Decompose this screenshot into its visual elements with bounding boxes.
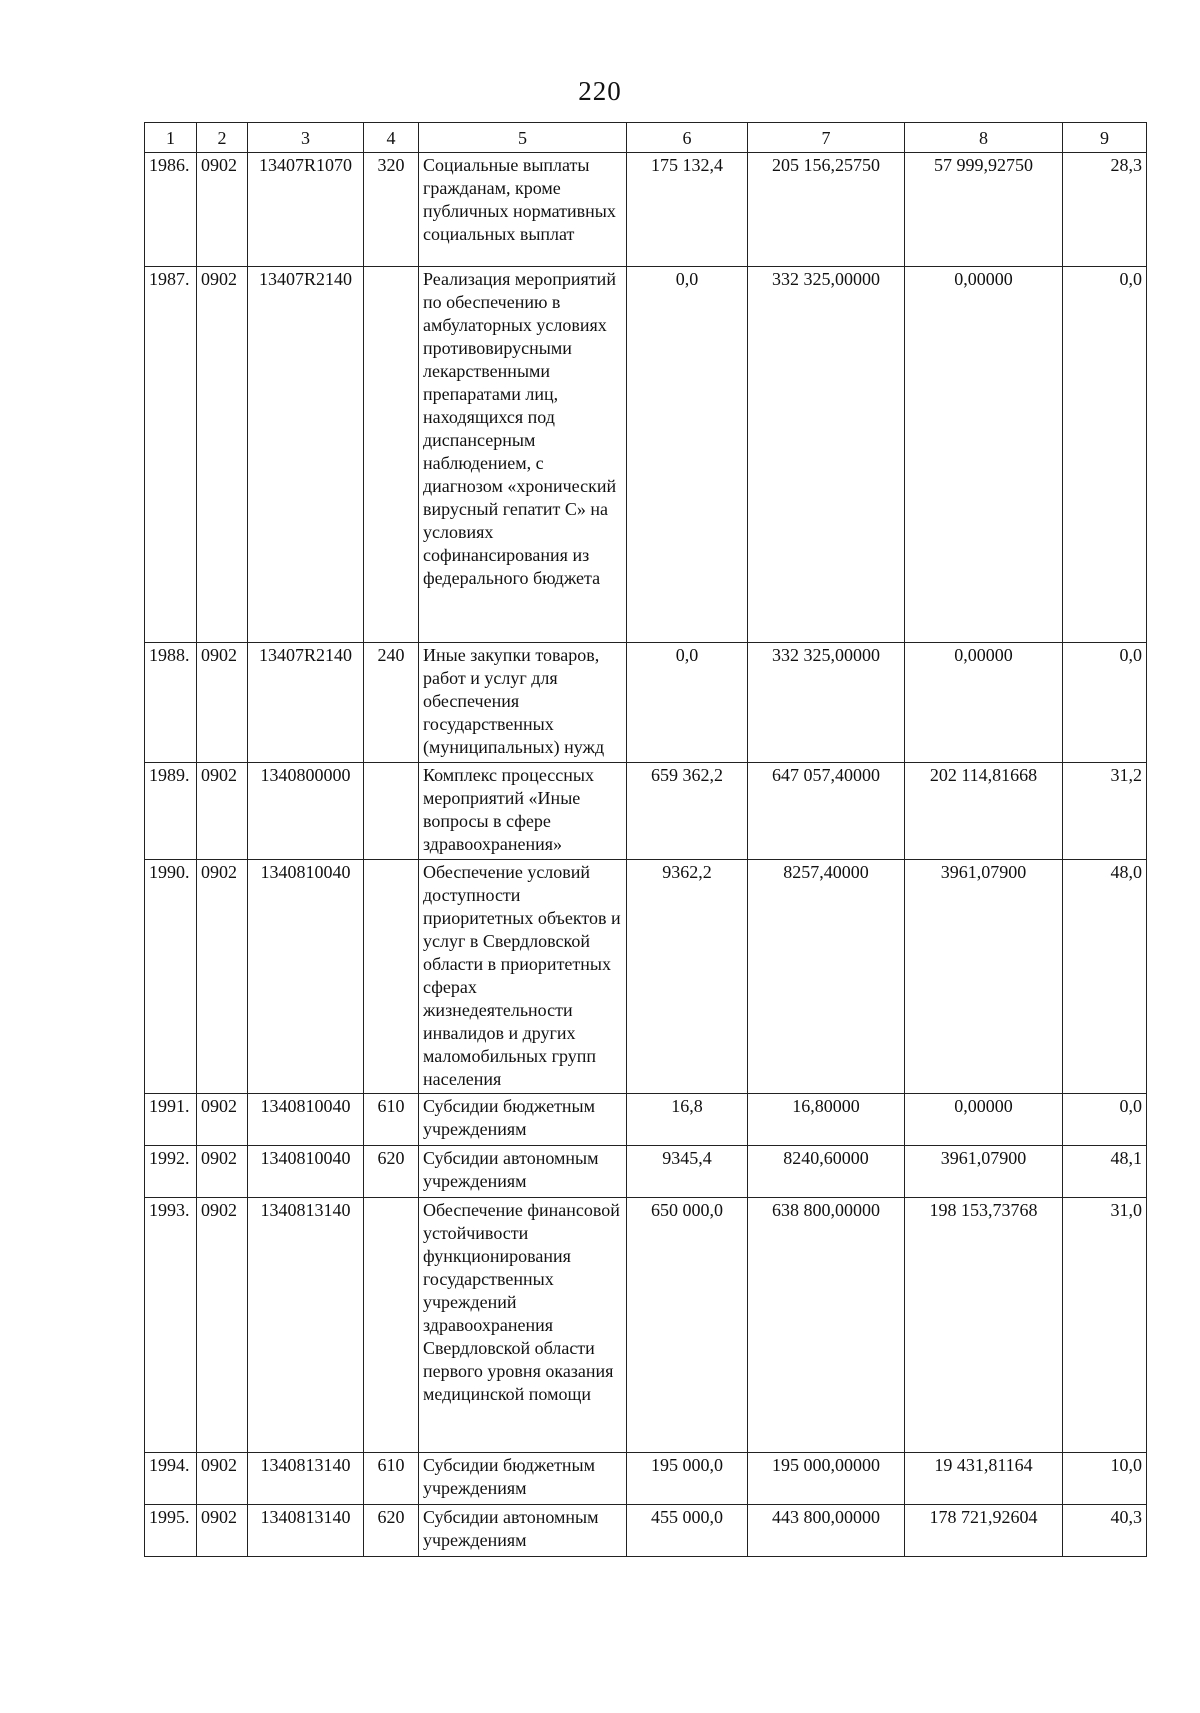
row-number: 1995.	[145, 1505, 197, 1557]
row-number: 1989.	[145, 763, 197, 860]
header-row	[145, 123, 1147, 153]
item-name: Комплекс процессных мероприятий «Иные вопросы в сфере здравоохранения»	[419, 763, 627, 860]
value-col9: 0,0	[1063, 267, 1147, 643]
section-code: 0902	[197, 1146, 248, 1198]
table-row	[145, 643, 1147, 763]
value-col7: 195 000,00000	[748, 1453, 905, 1505]
row-number: 1987.	[145, 267, 197, 643]
value-col8: 57 999,92750	[905, 153, 1063, 267]
header-cell: 7	[748, 123, 905, 153]
value-col8: 0,00000	[905, 643, 1063, 763]
expense-type: 240	[364, 643, 419, 763]
value-col6: 9345,4	[627, 1146, 748, 1198]
header-cell: 1	[145, 123, 197, 153]
expense-type: 320	[364, 153, 419, 267]
section-code: 0902	[197, 1453, 248, 1505]
value-col8: 0,00000	[905, 1094, 1063, 1146]
table-row	[145, 1453, 1147, 1505]
section-code: 0902	[197, 1094, 248, 1146]
value-col6: 195 000,0	[627, 1453, 748, 1505]
value-col7: 647 057,40000	[748, 763, 905, 860]
section-code: 0902	[197, 763, 248, 860]
value-col7: 443 800,00000	[748, 1505, 905, 1557]
expense-type	[364, 860, 419, 1094]
expense-type: 620	[364, 1505, 419, 1557]
value-col7: 16,80000	[748, 1094, 905, 1146]
value-col9: 31,2	[1063, 763, 1147, 860]
value-col9: 10,0	[1063, 1453, 1147, 1505]
table-row	[145, 1198, 1147, 1453]
expense-type: 610	[364, 1094, 419, 1146]
header-cell: 8	[905, 123, 1063, 153]
expense-type	[364, 1198, 419, 1453]
value-col9: 40,3	[1063, 1505, 1147, 1557]
value-col7: 8240,60000	[748, 1146, 905, 1198]
target-code: 1340813140	[248, 1453, 364, 1505]
value-col9: 48,1	[1063, 1146, 1147, 1198]
value-col6: 0,0	[627, 267, 748, 643]
item-name: Обеспечение условий доступности приоритетных объектов и услуг в Свердловской области в приоритетных сферах жизнедеятельности инвалидов и других маломобильных групп населения	[419, 860, 627, 1094]
table-row	[145, 1094, 1147, 1146]
value-col6: 16,8	[627, 1094, 748, 1146]
table-row	[145, 1146, 1147, 1198]
target-code: 1340810040	[248, 860, 364, 1094]
value-col9: 48,0	[1063, 860, 1147, 1094]
row-number: 1986.	[145, 153, 197, 267]
value-col8: 198 153,73768	[905, 1198, 1063, 1453]
value-col6: 650 000,0	[627, 1198, 748, 1453]
value-col9: 31,0	[1063, 1198, 1147, 1453]
value-col6: 0,0	[627, 643, 748, 763]
item-name: Иные закупки товаров, работ и услуг для обеспечения государственных (муниципальных) нужд	[419, 643, 627, 763]
expense-type	[364, 763, 419, 860]
value-col7: 205 156,25750	[748, 153, 905, 267]
section-code: 0902	[197, 153, 248, 267]
row-number: 1994.	[145, 1453, 197, 1505]
value-col8: 3961,07900	[905, 860, 1063, 1094]
value-col7: 8257,40000	[748, 860, 905, 1094]
row-number: 1993.	[145, 1198, 197, 1453]
row-number: 1991.	[145, 1094, 197, 1146]
section-code: 0902	[197, 643, 248, 763]
target-code: 13407R2140	[248, 267, 364, 643]
section-code: 0902	[197, 1505, 248, 1557]
table-row	[145, 1505, 1147, 1557]
item-name: Субсидии бюджетным учреждениям	[419, 1453, 627, 1505]
value-col6: 659 362,2	[627, 763, 748, 860]
item-name: Субсидии автономным учреждениям	[419, 1146, 627, 1198]
row-number: 1992.	[145, 1146, 197, 1198]
target-code: 1340810040	[248, 1146, 364, 1198]
item-name: Реализация мероприятий по обеспечению в амбулаторных условиях противовирусными лекарственными препаратами лиц, находящихся под диспансерным наблюдением, с диагнозом «хронический вирусный гепатит С» на условиях софинансирования из федерального бюджета	[419, 267, 627, 643]
page-number: 220	[578, 76, 622, 106]
value-col8: 3961,07900	[905, 1146, 1063, 1198]
value-col8: 19 431,81164	[905, 1453, 1063, 1505]
value-col6: 9362,2	[627, 860, 748, 1094]
value-col6: 175 132,4	[627, 153, 748, 267]
header-cell: 9	[1063, 123, 1147, 153]
header-cell: 6	[627, 123, 748, 153]
budget-table	[144, 122, 1147, 1557]
header-cell: 5	[419, 123, 627, 153]
table-row	[145, 763, 1147, 860]
item-name: Субсидии автономным учреждениям	[419, 1505, 627, 1557]
value-col8: 202 114,81668	[905, 763, 1063, 860]
header-cell: 2	[197, 123, 248, 153]
value-col7: 332 325,00000	[748, 267, 905, 643]
header-cell: 4	[364, 123, 419, 153]
value-col9: 28,3	[1063, 153, 1147, 267]
section-code: 0902	[197, 267, 248, 643]
value-col9: 0,0	[1063, 643, 1147, 763]
target-code: 13407R1070	[248, 153, 364, 267]
expense-type	[364, 267, 419, 643]
table-row	[145, 860, 1147, 1094]
value-col7: 638 800,00000	[748, 1198, 905, 1453]
expense-type: 610	[364, 1453, 419, 1505]
expense-type: 620	[364, 1146, 419, 1198]
section-code: 0902	[197, 1198, 248, 1453]
item-name: Обеспечение финансовой устойчивости функционирования государственных учреждений здравоохранения Свердловской области первого уровня оказания медицинской помощи	[419, 1198, 627, 1453]
value-col9: 0,0	[1063, 1094, 1147, 1146]
value-col7: 332 325,00000	[748, 643, 905, 763]
target-code: 13407R2140	[248, 643, 364, 763]
header-cell: 3	[248, 123, 364, 153]
table-row	[145, 153, 1147, 267]
target-code: 1340813140	[248, 1505, 364, 1557]
row-number: 1990.	[145, 860, 197, 1094]
target-code: 1340800000	[248, 763, 364, 860]
section-code: 0902	[197, 860, 248, 1094]
value-col8: 0,00000	[905, 267, 1063, 643]
value-col6: 455 000,0	[627, 1505, 748, 1557]
row-number: 1988.	[145, 643, 197, 763]
target-code: 1340810040	[248, 1094, 364, 1146]
item-name: Социальные выплаты гражданам, кроме публичных нормативных социальных выплат	[419, 153, 627, 267]
value-col8: 178 721,92604	[905, 1505, 1063, 1557]
target-code: 1340813140	[248, 1198, 364, 1453]
table-row	[145, 267, 1147, 643]
item-name: Субсидии бюджетным учреждениям	[419, 1094, 627, 1146]
